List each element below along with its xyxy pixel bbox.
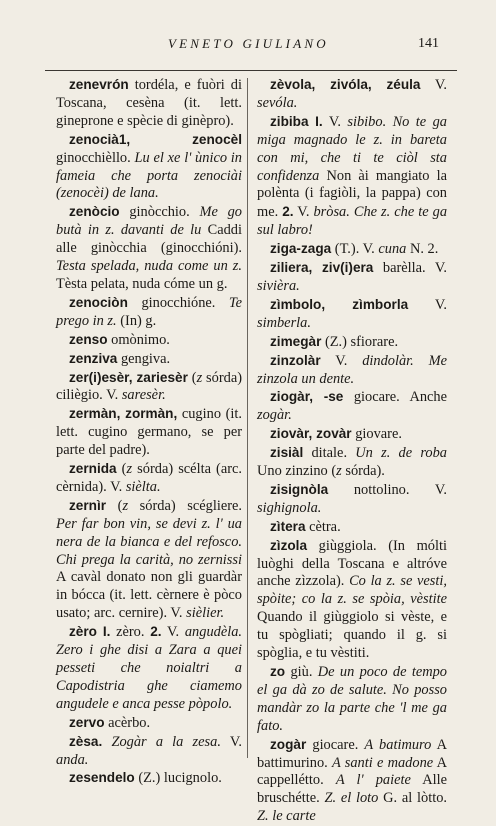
dictionary-entry	[257, 736, 447, 826]
entry-text: tordéla, e fuòri di Toscana, cesèna (it. lett. gineprone e spècie di ginèpro).	[56, 77, 242, 129]
entry-headword: zibiba I.	[270, 113, 323, 129]
dictionary-entry	[257, 444, 447, 481]
entry-example: bròsa. Che z. che te ga sul labro!	[257, 204, 448, 239]
entry-text: sórda).	[341, 463, 385, 480]
entry-headword: zernìr	[69, 497, 107, 513]
left-column	[56, 76, 242, 788]
dictionary-entry	[257, 240, 447, 259]
entry-text: ditale.	[303, 445, 356, 462]
entry-headword: zèsa.	[69, 733, 103, 749]
entry-text: giovare.	[351, 426, 402, 443]
dictionary-entry	[56, 733, 242, 770]
dictionary-entry	[257, 76, 447, 113]
entry-headword: zenso	[69, 331, 108, 347]
entry-text: omònimo.	[107, 331, 170, 348]
entry-headword: zervo	[69, 714, 105, 730]
entry-example: zogàr.	[257, 407, 292, 424]
entry-headword: zìtera	[270, 518, 306, 534]
right-column	[257, 76, 447, 826]
entry-text: giocare. Anche	[343, 389, 447, 406]
dictionary-entry	[257, 518, 447, 537]
dictionary-entry	[257, 388, 447, 425]
dictionary-entry	[56, 369, 242, 406]
entry-text: V.	[320, 352, 363, 369]
entry-headword: zìzola	[270, 537, 308, 553]
dictionary-entry	[257, 425, 447, 444]
entry-example: Lu el xe l' ùnico in fameia che porta zenociài (zenocèi) de lana.	[56, 149, 243, 202]
entry-text: V.	[420, 77, 447, 93]
entry-example: sibibo. No te ga miga magnado le z. in bareta con mi, che ti te ciòl sta confidenza	[257, 113, 447, 184]
entry-example: cuna	[378, 241, 407, 258]
entry-headword: zogàr	[270, 736, 307, 752]
entry-example: angudèla. Zero i ghe disi a Zara a quei pesseti che noialtri a Capodistria ghe ciamemo angudele e anca pesse pòpolo.	[56, 624, 243, 712]
entry-headword: zisignòla	[270, 481, 329, 497]
entry-text: V.	[161, 624, 185, 641]
entry-text: ginòcchio.	[119, 204, 200, 221]
entry-text: (In) g.	[116, 312, 157, 329]
dictionary-entry	[56, 460, 242, 497]
entry-headword: zesendelo	[69, 770, 135, 786]
entry-example: Per far bon vin, se devi z. l' ua nera de la bianca e del refosco. Chi prega la carità, no zernissi	[56, 515, 242, 568]
entry-example: sevóla.	[257, 94, 298, 111]
dictionary-entry	[56, 714, 242, 733]
entry-example: Testa spelada, nuda come un z.	[56, 258, 242, 275]
entry-headword: zimegàr	[270, 333, 322, 349]
entry-text: V.	[220, 733, 242, 750]
header-rule	[45, 70, 457, 71]
dictionary-entry	[257, 352, 447, 389]
entry-example: Me go butà in z. davanti de lu	[56, 204, 242, 239]
entry-text: V.	[322, 113, 348, 130]
dictionary-entry	[56, 405, 242, 460]
entry-example: Te prego in z.	[56, 294, 242, 329]
entry-text: (T.). V.	[331, 241, 379, 258]
entry-example: Un z. de roba	[355, 445, 447, 462]
entry-text: barèlla. V.	[373, 260, 447, 277]
entry-example: z	[196, 369, 203, 386]
entry-text: ginocchièllo.	[56, 149, 135, 166]
entry-text: zèro.	[110, 624, 151, 641]
entry-example: dindolàr. Me zinzola un dente.	[257, 352, 447, 387]
entry-text: V.	[408, 296, 447, 313]
dictionary-entry	[56, 131, 242, 204]
entry-text: cètra.	[305, 518, 341, 535]
entry-example: Co la z. se vesti, spòite; co la z. se spòia, vèstite	[257, 573, 447, 608]
entry-headword: ziga-zaga	[270, 241, 332, 257]
entry-headword: zinzolàr	[270, 352, 321, 368]
page-number: 141	[418, 36, 439, 51]
entry-example: Zogàr a la zesa.	[111, 733, 221, 750]
dictionary-entry	[56, 76, 242, 131]
entry-example: sièlier.	[186, 605, 225, 622]
entry-headword: zer(i)esèr, zariesèr	[69, 369, 188, 385]
entry-headword: zenocià1, zenocèl	[69, 131, 242, 147]
dictionary-entry	[257, 113, 447, 240]
entry-example: A l' paiete	[335, 772, 411, 789]
running-title: VENETO GIULIANO	[168, 36, 329, 51]
entry-text: acèrbo.	[104, 714, 151, 731]
entry-text: Uno zinzino (	[257, 463, 337, 480]
entry-headword: zenevrón	[69, 77, 129, 92]
entry-example: sighignola.	[257, 499, 322, 516]
entry-headword: zèvola, zivóla, zéula	[270, 77, 421, 92]
entry-text: gengiva.	[117, 350, 171, 367]
dictionary-entry	[56, 203, 242, 294]
dictionary-entry	[56, 294, 242, 331]
entry-headword: ziliera, ziv(i)era	[270, 260, 374, 276]
entry-example: z	[336, 463, 342, 480]
entry-text: giocare.	[306, 736, 365, 753]
entry-example: sièlta.	[125, 478, 161, 495]
entry-text: sórda) scélta (arc. cèrnida). V.	[56, 461, 242, 495]
column-divider	[247, 78, 248, 758]
entry-headword: zenziva	[69, 350, 118, 366]
entry-headword: 2.	[282, 204, 294, 220]
entry-text: A battimurino.	[257, 736, 447, 771]
entry-example: simberla.	[257, 314, 311, 331]
entry-example: Z. le carte	[257, 808, 316, 825]
entry-headword: ziogàr, -se	[270, 389, 344, 405]
entry-example: A batimuro	[364, 736, 432, 753]
entry-headword: zèro I.	[69, 624, 111, 640]
entry-text: A cavàl donato non gli guardàr in bócca (it. lett. cèrnere è pòco usato; arc. cernire). V.	[56, 569, 242, 622]
entry-text: N. 2.	[406, 241, 439, 258]
entry-example: Z. el loto	[324, 790, 379, 807]
entry-example: sivièra.	[257, 277, 300, 294]
entry-headword: zìmbolo, zìmborla	[270, 296, 409, 312]
entry-text: giùggiola. (In mólti luòghi della Toscana e altróve anche zìzzola).	[257, 537, 447, 590]
entry-text: sórda) ciliègio. V.	[56, 369, 243, 404]
dictionary-entry	[257, 481, 447, 518]
entry-text: Alle bruschétte.	[257, 772, 447, 807]
entry-text: (	[187, 369, 197, 386]
entry-text: (Z.) lucignolo.	[134, 770, 222, 787]
entry-text: V.	[293, 204, 314, 221]
entry-text: Quando il giùggiolo si vèste, e tu spògliati; quando il g. si spòglia, e tu vèstiti.	[257, 609, 447, 662]
entry-example: De un poco de tempo el ga dà zo de salute. No posso mandàr zo la parte che 'l me ga fato.	[257, 664, 447, 734]
entry-headword: ziovàr, zovàr	[270, 426, 352, 442]
entry-text: A cappellétto.	[257, 754, 447, 789]
dictionary-entry	[257, 663, 447, 736]
entry-text: Caddi alle ginòcchia (ginocchióni).	[56, 222, 243, 257]
entry-example: z	[122, 497, 129, 514]
entry-headword: zernida	[69, 461, 117, 477]
entry-headword: zenòcio	[69, 204, 120, 220]
entry-text: sórda) scégliere.	[128, 497, 243, 514]
entry-text: (Z.) sfiorare.	[321, 333, 399, 350]
dictionary-entry	[257, 333, 447, 352]
dictionary-entry	[257, 296, 447, 333]
entry-text: cugino (it. lett. cugino germano, se per parte del padre).	[56, 406, 242, 459]
entry-headword: zo	[270, 664, 286, 679]
entry-example: anda.	[56, 751, 89, 768]
entry-text: giù.	[285, 664, 318, 680]
entry-example: z	[126, 461, 133, 478]
entry-example: saresèr.	[121, 387, 166, 404]
entry-text: Non ài mangiato la polènta (i fagiòli, la pappa) con me.	[257, 167, 447, 221]
dictionary-entry	[56, 623, 242, 714]
entry-headword: zisiàl	[270, 445, 304, 461]
entry-text: Tèsta pelata, nuda cóme un g.	[56, 275, 228, 292]
dictionary-entry	[56, 350, 242, 369]
entry-headword: zermàn, zormàn,	[69, 406, 178, 422]
entry-text: (	[116, 461, 127, 478]
entry-headword: zenociòn	[69, 294, 128, 310]
dictionary-entry	[56, 331, 242, 350]
entry-text: (	[106, 497, 123, 514]
dictionary-entry	[257, 537, 447, 663]
dictionary-entry	[257, 259, 447, 296]
dictionary-entry	[56, 769, 242, 788]
entry-example: A santi e madone	[331, 754, 434, 771]
dictionary-entry	[56, 497, 242, 623]
entry-text: G. al lòtto.	[378, 790, 448, 807]
entry-headword: 2.	[150, 624, 162, 640]
entry-text: nottolino. V.	[328, 481, 447, 498]
entry-text: ginocchióne.	[127, 294, 229, 311]
